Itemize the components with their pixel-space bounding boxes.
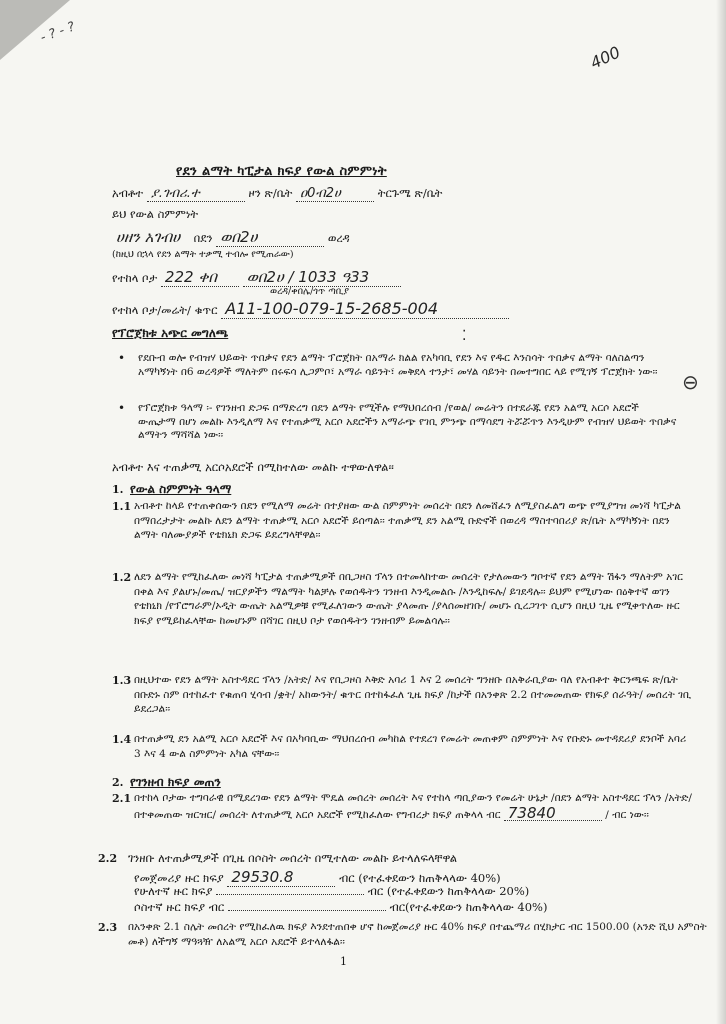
- payment-label: የሁለተኛ ዙር ክፍያ: [134, 884, 213, 898]
- header-line-3: [112, 228, 350, 247]
- handwritten-name: ሀዘን አገብሀ: [116, 228, 181, 246]
- payment-note: ብር (የተፈቀደውን ከጠቅላላው 20%): [367, 884, 530, 898]
- clause-text: በአንቀጽ 2.1 ስሌት መሰረት የሚከፈለዉ ክፍያ እንደተጠበቀ ሆኖ ከመጀመሪያ ዙር 40% ክፍያ በተጨማሪ በሂክታር ብር 1500.00 (አንድ ሺህ አምስት መቶ) ለችግኝ ማዓጓዥ ለአልሚ አርሶ አደሮች ይተላለፋል፡፡: [128, 921, 707, 948]
- clause-text-part: በተከላ ቦታው ተግባራዊ በሚደረገው የደን ልማት ሞዴል መሰረት መሰረት እና የተከላ ጣቢያውን የመሬት ሁኔታ /በደን ልማት አስተዳደር ፕላን /አትድ/ በተቀመጠው ዝርዝር/ መሰረት ለተጠቃሚ አርሶ አደሮች የሚከፈለው የግብረታ ክፍያ ጠቅላላ ብር: [134, 792, 692, 821]
- handwritten-parcel-number: A11-100-079-15-2685-004: [221, 299, 509, 319]
- handwritten-field: ወበ2ሀ: [216, 228, 324, 247]
- clause-number: 1.1: [112, 500, 132, 513]
- section-title: የገንዘብ ክፍያ መጠን: [130, 775, 221, 789]
- label: ትርጉሜ ጽ/ቤት: [377, 186, 443, 200]
- clause-text: በዚህተው የደን ልማት አስተዳደር ፕላን /አትድ/ እና የቢጋዞስ እቅድ አባሪ 1 እና 2 መሰረት ግንዘቡ በአቅራቢያው ባለ የአብቶተ ቅርንጫፍ ጽ/ቤት በቡድኑ ስም በተከፈተ የቁጠባ ሂሳብ /ቋት/ አከውንት/ ቁጥር በተከፋፈለ ጊዜ ክፍያ /ከታች በአንቀጽ 2.2 በተመመጠው የክፍያ ሰራዓት/ መሰረት ገቢ ይደረጋል፡፡: [134, 674, 692, 715]
- clause-text-part: / ብር ነው፡፡: [605, 808, 649, 821]
- section-number: 2.: [112, 776, 124, 789]
- payment-label: ሶስተኛ ዙር ክፍያ ብር: [134, 900, 225, 914]
- bullet-text: የደቡብ ወሎ የብዝሃ ህይወት ጥበቃና የደን ልማት ፕሮጀክት በአማራ ክልል የአካባቢ የደን እና የዱር እንስሳት ጥበቃና ልማት ባለስልጣን አማካኝነት በ6 ወረዳዎች ማለትም በሩፍሳ ሊጋምቦ፣ አማራ ሳይንት፣ መቅደላ ተንታ፣ መሃል ሳይንት በመተግበር ላይ የሚገኝ ፕሮጀክት ነው፡፡: [138, 352, 658, 378]
- label: በደን: [193, 231, 213, 245]
- blank-amount: [216, 894, 364, 895]
- handwritten-field: ወበ2ሀ / 1033 ዓ33: [243, 268, 401, 287]
- header-line-4: (ከዚህ በኋላ የደን ልማት ተቃሚ ተብሎ የሚጠራው): [112, 249, 294, 260]
- section-heading-project: የፕሮጀክቱ አጭር መግለጫ: [112, 326, 229, 340]
- header-line-2: ይህ የውል ስምምነት: [112, 207, 199, 221]
- bullet-icon: •: [118, 351, 126, 365]
- clause-number: 2.1: [112, 792, 132, 805]
- header-line-6: [112, 299, 509, 319]
- payment-note: ብር(የተፈቀደውን ከጠቅላላው 40%): [389, 900, 548, 914]
- clause-number: 1.4: [112, 733, 132, 746]
- handwritten-amount: 29530.8: [227, 868, 335, 887]
- clause-text: አብቶተ ከላይ የተጠቀሰውን በደን የሚለማ መሬት በተያዘው ውል ስምምነት መሰረት በደን ለመሸፈን ለሚያስፈልግ ወጭ የሚያግዝ መነሻ ካፒታል በማበረታታት መልኩ ለደን ልማት ተጠቃሚ አርሶ አደሮች ይሰጣል፡፡ ተጠቃሚ ደን አልሚ ቡድኖች በወረዳ ማስተባበሪያ ጽ/ቤት አማካኝነት በደን ልማት ባለሙያዎች የቴክኒክ ድጋፍ ይደረግላቸዋል፡፡: [134, 500, 681, 541]
- payment-line: [134, 884, 529, 899]
- payment-note: ብር (የተፈቀደውን ከጠቅላላው 40%): [339, 871, 501, 885]
- label: ዞን ጽ/ቤት: [248, 186, 293, 200]
- arrow-mark-icon: ⊖: [682, 370, 699, 394]
- blank-amount: [228, 910, 386, 911]
- clause-text: [134, 791, 694, 822]
- clause-intro: ገንዘቡ ለተጠቃሚዎች በጊዜ በሶስት መሰረት በሚተለው መልኩ ይተላለፍላቸዋል: [128, 851, 458, 865]
- clause-number: 1.2: [112, 571, 132, 584]
- handwritten-field: ያ.ገብሪ.ተ: [147, 186, 245, 202]
- corner-scribble: - ? - ?: [38, 19, 78, 46]
- handwritten-field: ዐ0ብ2ሀ: [296, 186, 374, 202]
- bullet-item: [118, 351, 678, 379]
- document-title: የደን ልማት ካፒታል ክፍያ የውል ስምምነት: [176, 164, 387, 179]
- scan-mark: ⁚: [462, 328, 467, 344]
- clause-text: ለደን ልማት የሚከፈለው መነሻ ካፒታል ተጠቃሚዎች በቢጋዞስ ፕላን በተመላከተው መሰረት የታለመውን ግቦተኛ የደን ልማት ሽፋን ማለትም አገር በቀል እና ያልሆኑ/መጤ/ ዝርያዎችን ማልማት ካልቻሉ የወሰዱትን ገንዘብ እንዲመልሱ /እንዲከፍሉ/ ይገደዳሉ፡፡ ይህም የሚሆነው በዕቅተኛ ወገን የቴክኒክ /የፕሮግራም/ኦዲት ውጤት አልሚዎቹ የሚፈለገውን ውጤት ያላመጡ /ያላሰመዘገቡ/ መሆኑ ሲረጋገጥ ሲሆን በዚህ ጊዜ የሚቀጥለው ዙር ክፍያ የሚይከፈላቸው ከመሆኑም በሻገር በዚህ ቦታ የወሰዱትን ገንዘብም ይመልሳሉ፡፡: [134, 571, 683, 627]
- label: አብቶተ: [112, 186, 144, 200]
- clause-number: 2.3: [98, 921, 118, 934]
- label: ወረዳ: [327, 231, 350, 245]
- label: የተከላ ቦታ: [112, 271, 158, 285]
- clause-number: 1.3: [112, 674, 132, 687]
- handwritten-field: 222 ቀበ: [161, 268, 239, 287]
- page-number: 1: [340, 955, 347, 968]
- payment-label: የመጀመሪያ ዙር ክፍያ: [134, 871, 224, 885]
- label: የተከላ ቦታ/መሬት/ ቁጥር: [112, 303, 218, 317]
- handwritten-amount: 73840: [504, 806, 602, 822]
- header-line-5-sub: ወረዳ/ቀበሌ/ጎጥ ጣቢያ: [270, 286, 349, 297]
- bullet-item: [118, 401, 678, 443]
- clause-text: በተጠቃሚ ደን አልሚ አርሶ አደሮች እና በአካባቢው ማህበረሰብ መካከል የተደረገ የመሬት መጠቀም ስምምነት እና የቡድኑ መተዳደሪያ ደንቦች አባሪ 3 እና 4 ውል ስምምነት አካል ናቸው፡፡: [134, 733, 687, 760]
- section-number: 1.: [112, 483, 124, 496]
- clause-number: 2.2: [98, 852, 118, 865]
- section-title: የውል ስምምነት ዓላማ: [130, 482, 232, 496]
- bullet-text: የፕሮጀክቱ ዓላማ ፡- የገንዘብ ድጋፍ በማድረግ በደን ልማት የሚችሉ የማህበረሰብ /የወል/ መሬትን በተደራጁ የደን አልሚ አርሶ አደሮች ውጤታማ በሆነ መልኩ እንዲለማ እና የተጠቃሚ አርሶ አደሮችን አማራጭ የገቢ ምንጭ በማሳደግ ትሯሯጥን እንዲሁም የብዝሃ ህይወት ጥበቃና ልማትን ማሻሻል ነው፡፡: [138, 402, 677, 441]
- payment-line: [134, 900, 547, 915]
- handwritten-page-mark: 400: [587, 42, 624, 73]
- header-line-1: [112, 186, 442, 202]
- header-line-5: [112, 268, 401, 287]
- bullet-icon: •: [118, 401, 126, 415]
- page-edge-shadow: [716, 0, 726, 1024]
- agreement-intro: አብቶተ እና ተጠቃሚ አርሶአደሮች በሚከተለው መልኩ ተዋውለዋል፡፡: [112, 460, 394, 474]
